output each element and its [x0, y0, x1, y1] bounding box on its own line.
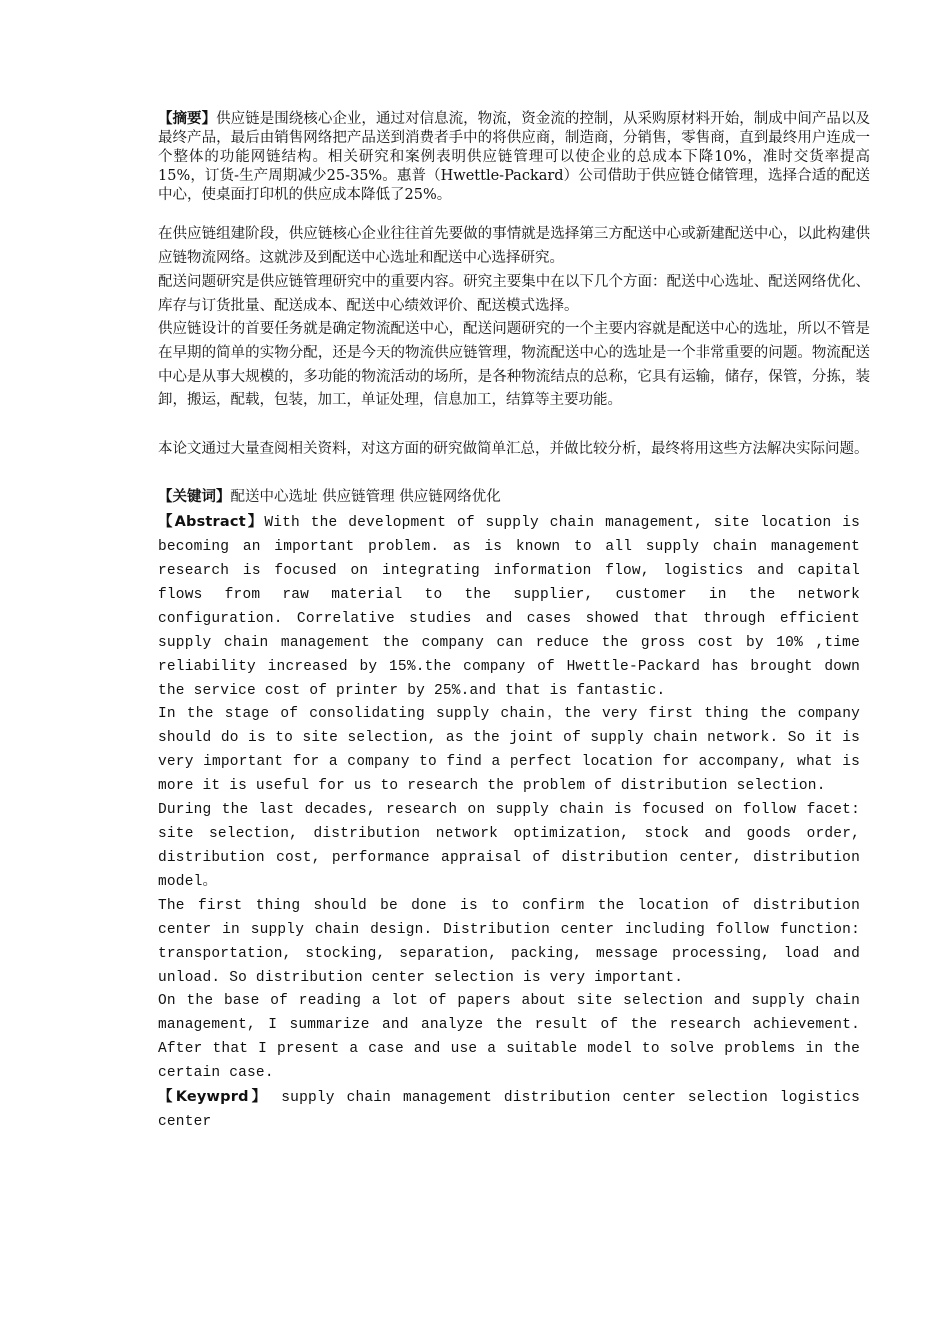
keywords-en-label: 【Keywprd】: [158, 1089, 270, 1105]
abstract-en-paragraph-5: On the base of reading a lot of papers about site selection and supply chain management, I summarize and analyze the result of the research achievement. After that I present a case and use a suitable model to solve problems in the certain case.: [158, 993, 860, 1081]
abstract-cn-paragraph-4: 供应链设计的首要任务就是确定物流配送中心，配送问题研究的一个主要内容就是配送中心的选址，所以不管是在早期的简单的实物分配，还是今天的物流供应链管理，物流配送中心的选址是一个非常重要的问题。物流配送中心是从事大规模的，多功能的物流活动的场所，是各种物流结点的总称，它具有运输，储存，保管，分拣，装卸，搬运，配载，包装，加工，单证处理，信息加工，结算等主要功能。: [158, 321, 870, 409]
abstract-en-paragraph-2: In the stage of consolidating supply chain，the very first thing the company should do is to site selection, as the joint of supply chain network. So it is very important for a company to find a perfect location for accompany, what is more it is useful for us to research the problem of distribution selection.: [158, 706, 860, 794]
keywords-en: [158, 1085, 860, 1134]
abstract-en-paragraph-3: During the last decades, research on supply chain is focused on follow facet: site selection, distribution network optimization, stock and goods order, distribution cost, performance appraisal of distribution center, distribution model。: [158, 802, 860, 890]
abstract-cn-text-1: 供应链是围绕核心企业，通过对信息流，物流，资金流的控制，从采购原材料开始，制成中间产品以及最终产品，最后由销售网络把产品送到消费者手中的将供应商，制造商，分销售，零售商，直到最终用户连成一个整体的功能网链结构。相关研究和案例表明供应链管理可以使企业的总成本下降10%，准时交货率提高15%，订货-生产周期减少25-35%。惠普（Hwettle-Packard）公司借助于供应链仓储管理，选择合适的配送中心，使桌面打印机的供应成本降低了25%。: [158, 111, 870, 203]
abstract-cn-label: 【摘要】: [158, 111, 217, 127]
abstract-cn-paragraph-2: 在供应链组建阶段，供应链核心企业往往首先要做的事情就是选择第三方配送中心或新建配送中心，以此构建供应链物流网络。这就涉及到配送中心选址和配送中心选择研究。: [158, 226, 870, 266]
abstract-en-label: 【Abstract】: [158, 514, 265, 530]
keywords-en-text: supply chain management distribution center selection logistics center: [158, 1090, 861, 1130]
abstract-cn-paragraph-5: 本论文通过大量查阅相关资料，对这方面的研究做简单汇总，并做比较分析，最终将用这些方法解决实际问题。: [158, 441, 869, 457]
abstract-en-text-1: With the development of supply chain management, site location is becoming an important problem. as is known to all supply chain management research is focused on integrating information flow, logistics and capital flows from raw material to the supplier, customer in the network configuration. Correlative studies and cases showed that through efficient supply chain management the company can reduce the gross cost by 10% ,time reliability increased by 15%.the company of Hwettle-Packard has brought down the service cost of printer by 25%.and that is fantastic.: [158, 515, 860, 699]
keywords-cn: [158, 486, 870, 510]
keywords-cn-text: 配送中心选址 供应链管理 供应链网络优化: [230, 489, 501, 505]
abstract-en-paragraph-1: [158, 510, 860, 703]
abstract-cn-paragraph-3: 配送问题研究是供应链管理研究中的重要内容。研究主要集中在以下几个方面：配送中心选址、配送网络优化、库存与订货批量、配送成本、配送中心绩效评价、配送模式选择。: [158, 274, 870, 314]
keywords-cn-label: 【关键词】: [158, 489, 231, 505]
abstract-cn-paragraph-1: [158, 110, 870, 205]
abstract-en-paragraph-4: The first thing should be done is to confirm the location of distribution center in supply chain design. Distribution center including follow function: transportation, stocking, separation, packing, message processing, load and unload. So distribution center selection is very important.: [158, 898, 860, 986]
